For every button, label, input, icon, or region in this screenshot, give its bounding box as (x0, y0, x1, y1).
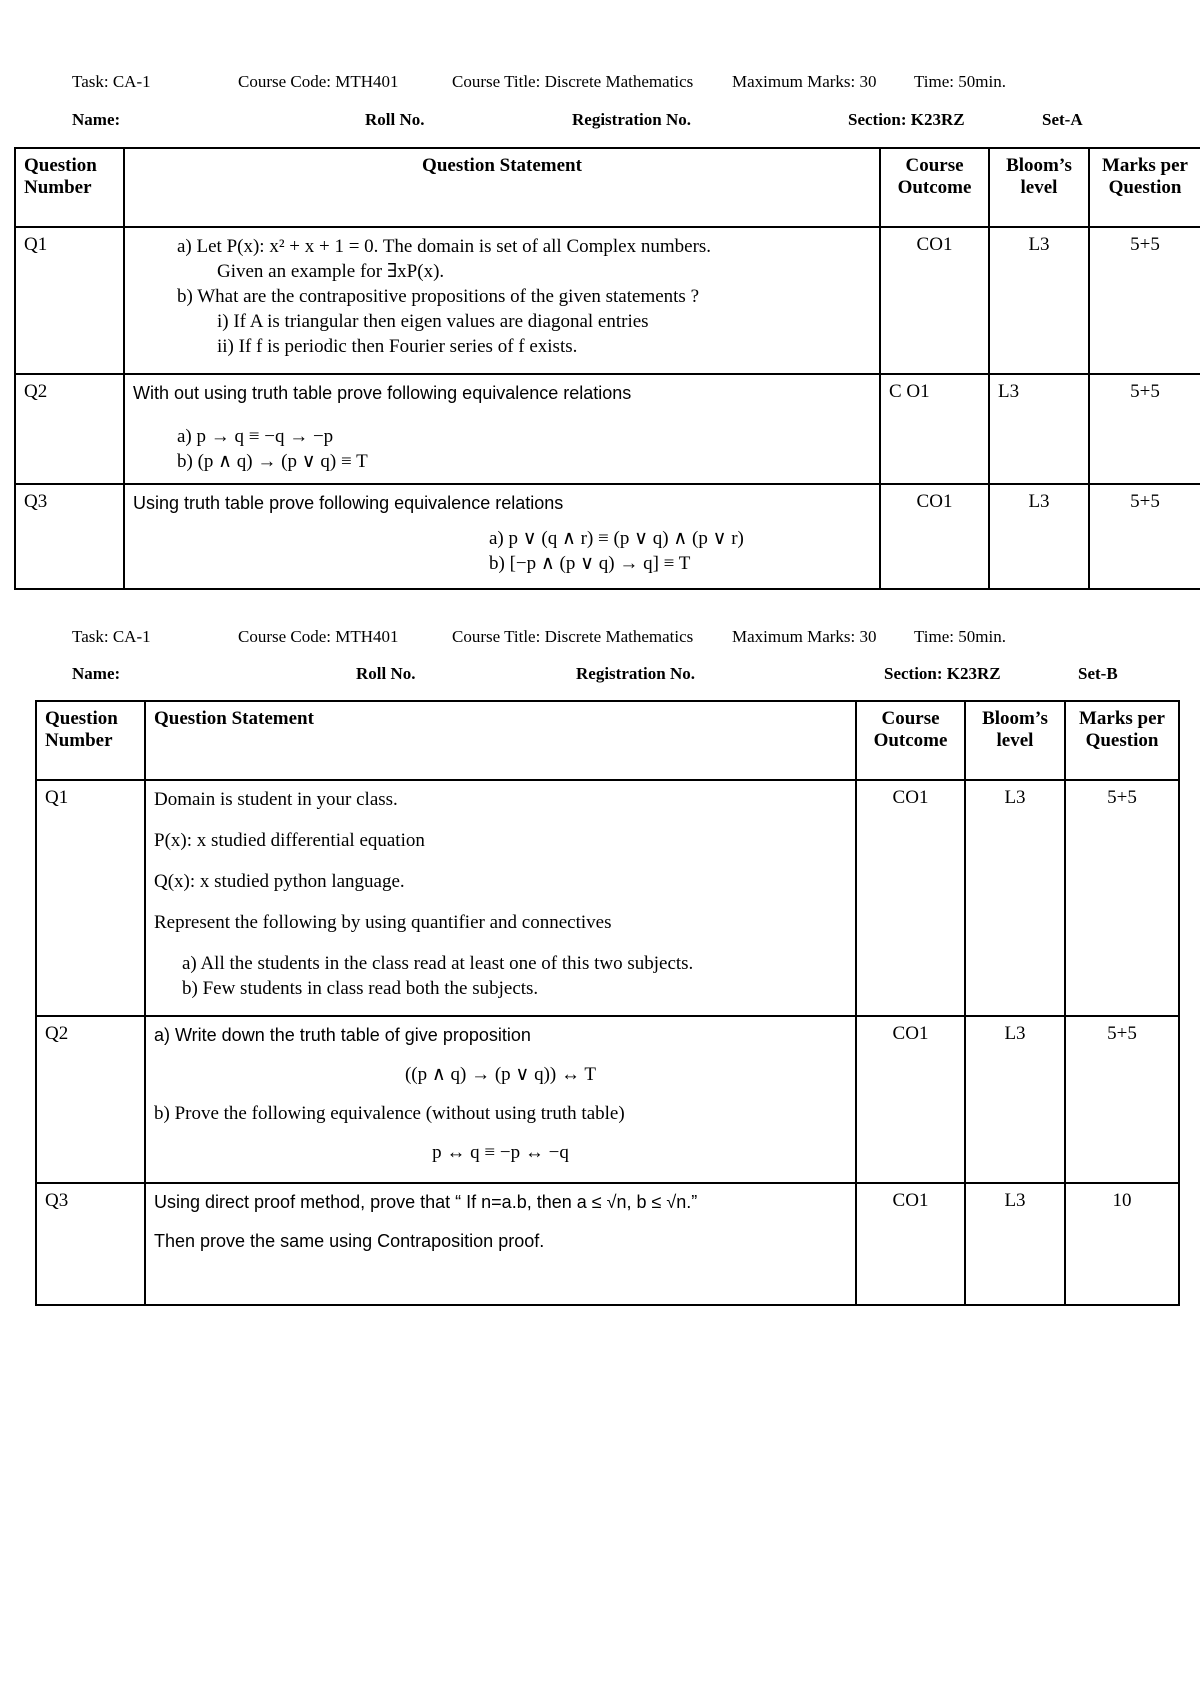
blooms-level: L3 (989, 484, 1089, 589)
q2-formula-2: p ↔ q ≡ −p ↔ −q (432, 1142, 569, 1163)
roll-label: Roll No. (356, 664, 416, 683)
course-code: Course Code: MTH401 (238, 627, 399, 646)
course-title: Course Title: Discrete Mathematics (452, 627, 694, 646)
table-header-row (36, 701, 1179, 780)
blooms-level: L3 (989, 227, 1089, 374)
max-marks: Maximum Marks: 30 (732, 72, 877, 91)
question-statement (124, 484, 880, 589)
col-blooms-level: Bloom’s level (965, 701, 1065, 780)
marks: 5+5 (1065, 1016, 1179, 1183)
blooms-level: L3 (965, 1183, 1065, 1305)
marks: 5+5 (1065, 780, 1179, 1016)
q1-instruction: Represent the following by using quantifier and connectives (154, 912, 612, 933)
col-marks: Marks per Question (1089, 148, 1200, 227)
course-title: Course Title: Discrete Mathematics (452, 72, 694, 91)
course-outcome: C O1 (880, 374, 989, 484)
roll-label: Roll No. (365, 110, 425, 129)
set-a-header-line1 (72, 72, 1172, 94)
question-number: Q3 (36, 1183, 145, 1305)
question-number: Q2 (36, 1016, 145, 1183)
col-marks: Marks per Question (1065, 701, 1179, 780)
registration-label: Registration No. (572, 110, 691, 129)
q1-part-a: a) Let P(x): x² + x + 1 = 0. The domain is set of all Complex numbers. (177, 236, 712, 257)
time-limit: Time: 50min. (914, 627, 1006, 646)
question-number: Q3 (15, 484, 124, 589)
q3-part-a: a) p ∨ (q ∧ r) ≡ (p ∨ q) ∧ (p ∨ r) (489, 528, 744, 549)
set-label: Set-B (1078, 664, 1118, 683)
question-statement (145, 1016, 856, 1183)
col-question-statement: Question Statement (145, 701, 856, 780)
blooms-level: L3 (965, 780, 1065, 1016)
q2-part-b: b) (p ∧ q) → (p ∨ q) ≡ T (177, 451, 368, 472)
course-outcome: CO1 (880, 227, 989, 374)
col-question-statement: Question Statement (124, 148, 880, 227)
question-number: Q2 (15, 374, 124, 484)
table-row (15, 374, 1200, 484)
q1-part-a-cont: Given an example for ∃xP(x). (217, 261, 445, 282)
set-b-header-line2 (72, 664, 1172, 686)
col-question-number: Question Number (15, 148, 124, 227)
marks: 5+5 (1089, 227, 1200, 374)
blooms-level: L3 (989, 374, 1089, 484)
table-header-row (15, 148, 1200, 227)
question-statement (124, 227, 880, 374)
set-b-header-line1 (72, 627, 1172, 649)
question-number: Q1 (15, 227, 124, 374)
col-blooms-level: Bloom’s level (989, 148, 1089, 227)
set-b-question-table (35, 700, 1180, 1306)
course-code: Course Code: MTH401 (238, 72, 399, 91)
marks: 10 (1065, 1183, 1179, 1305)
table-row (15, 227, 1200, 374)
time-limit: Time: 50min. (914, 72, 1006, 91)
table-row (36, 1016, 1179, 1183)
table-row (36, 780, 1179, 1016)
name-label: Name: (72, 664, 121, 683)
q1-part-b: b) Few students in class read both the subjects. (182, 978, 539, 999)
q1-part-b: b) What are the contrapositive propositions of the given statements ? (177, 286, 700, 307)
course-outcome: CO1 (880, 484, 989, 589)
q1-part-b-ii: ii) If f is periodic then Fourier series of f exists. (217, 336, 578, 357)
course-outcome: CO1 (856, 780, 965, 1016)
registration-label: Registration No. (576, 664, 695, 683)
table-row (36, 1183, 1179, 1305)
q2-formula-1: ((p ∧ q) → (p ∨ q)) ↔ T (404, 1064, 597, 1085)
name-label: Name: (72, 110, 121, 129)
section-label: Section: K23RZ (884, 664, 1001, 683)
question-statement (145, 780, 856, 1016)
q2-part-b: b) Prove the following equivalence (without using truth table) (154, 1103, 625, 1124)
q2-part-a: a) Write down the truth table of give proposition (154, 1025, 531, 1045)
q1-px: P(x): x studied differential equation (154, 830, 425, 851)
q1-part-b-i: i) If A is triangular then eigen values are diagonal entries (217, 311, 649, 332)
course-outcome: CO1 (856, 1183, 965, 1305)
set-a-header-line2 (72, 110, 1172, 132)
q2-part-a: a) p → q ≡ −q → −p (177, 426, 334, 447)
q3-line-2: Then prove the same using Contraposition proof. (154, 1231, 545, 1251)
set-label: Set-A (1042, 110, 1083, 129)
question-number: Q1 (36, 780, 145, 1016)
task-label: Task: CA-1 (72, 72, 151, 91)
table-row (15, 484, 1200, 589)
q3-part-b: b) [−p ∧ (p ∨ q) → q] ≡ T (489, 553, 691, 574)
course-outcome: CO1 (856, 1016, 965, 1183)
q2-text: With out using truth table prove following equivalence relations (133, 383, 632, 403)
col-course-outcome: Course Outcome (880, 148, 989, 227)
col-course-outcome: Course Outcome (856, 701, 965, 780)
question-statement (124, 374, 880, 484)
task-label: Task: CA-1 (72, 627, 151, 646)
q3-line-1: Using direct proof method, prove that “ If n=a.b, then a ≤ √n, b ≤ √n.” (154, 1192, 698, 1212)
set-a-question-table (14, 147, 1200, 590)
col-question-number: Question Number (36, 701, 145, 780)
q1-qx: Q(x): x studied python language. (154, 871, 405, 892)
question-statement (145, 1183, 856, 1305)
section-label: Section: K23RZ (848, 110, 965, 129)
q1-domain: Domain is student in your class. (154, 789, 398, 810)
marks: 5+5 (1089, 484, 1200, 589)
q3-text: Using truth table prove following equivalence relations (133, 493, 564, 513)
max-marks: Maximum Marks: 30 (732, 627, 877, 646)
marks: 5+5 (1089, 374, 1200, 484)
blooms-level: L3 (965, 1016, 1065, 1183)
q1-part-a: a) All the students in the class read at least one of this two subjects. (182, 953, 694, 974)
